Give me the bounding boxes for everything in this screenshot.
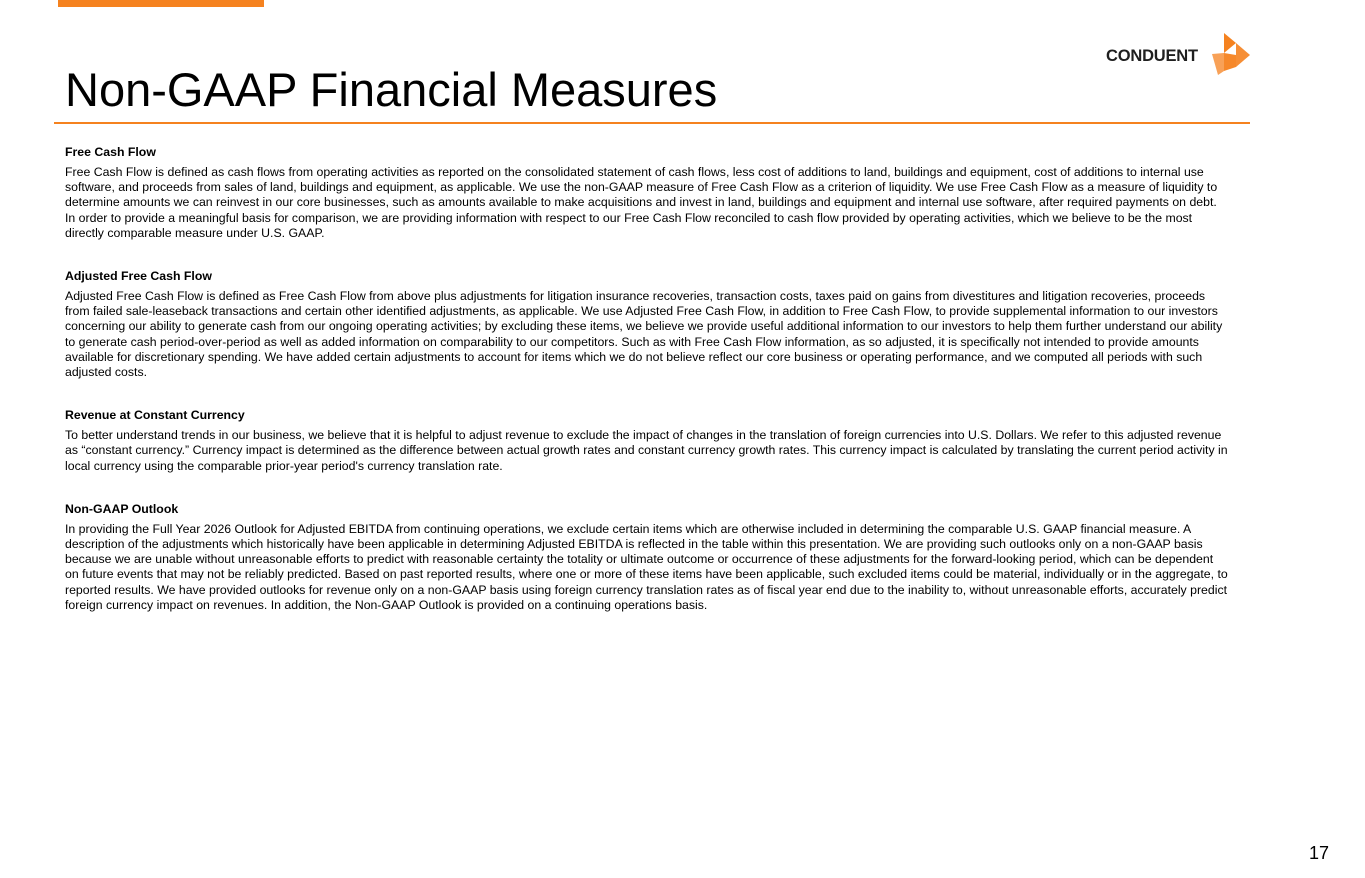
section-heading: Adjusted Free Cash Flow: [65, 269, 212, 284]
section-heading: Free Cash Flow: [65, 145, 156, 159]
section-adjusted-free-cash-flow: [65, 268, 1230, 380]
section-revenue-constant-currency: [65, 407, 1230, 474]
section-paragraph: Adjusted Free Cash Flow is defined as Free Cash Flow from above plus adjustments for litigation insurance recoveries, transaction costs, taxes paid on gains from divestitures and litigation recoveries, proceeds from failed sale-leaseback transactions and certain other identified adjustments, as applicable. We use Adjusted Free Cash Flow, in addition to Free Cash Flow, to provide supplemental information to our investors concerning our ability to generate cash from our ongoing operating activities; by excluding these items, we believe we provide useful additional information to our investors to help them further understand our ability to generate cash period-over-period as well as added information on comparability to our competitors. Such as with Free Cash Flow information, as so adjusted, it is specifically not intended to provide amounts available for discretionary spending. We have added certain adjustments to account for items which we do not believe reflect our core business or operating performance, and we computed all periods with such adjusted costs.: [65, 289, 1223, 380]
section-non-gaap-outlook: [65, 501, 1230, 613]
section-free-cash-flow: [65, 144, 1230, 241]
conduent-logo-mark-icon: [1210, 33, 1250, 75]
page-title: Non-GAAP Financial Measures: [65, 63, 718, 116]
section-heading: Non-GAAP Outlook: [65, 501, 179, 516]
conduent-logo: [1104, 33, 1254, 77]
title-divider: [54, 122, 1250, 124]
section-paragraph: To better understand trends in our business, we believe that it is helpful to adjust revenue to exclude the impact of changes in the translation of foreign currencies into U.S. Dollars. We refer to this adjusted revenue as “constant currency.” Currency impact is determined as the difference between actual growth rates and constant currency growth rates. This currency impact is calculated by translating the current period activity in local currency using the comparable prior-year period's currency translation rate.: [65, 428, 1228, 473]
section-heading: Revenue at Constant Currency: [65, 408, 245, 423]
page-number: 17: [1308, 843, 1329, 863]
logo-wordmark: CONDUENT: [1106, 47, 1198, 65]
top-accent-bar: [58, 0, 264, 7]
section-paragraph: In providing the Full Year 2026 Outlook for Adjusted EBITDA from continuing operations, we exclude certain items which are otherwise included in determining the comparable U.S. GAAP financial measure. A description of the adjustments which historically have been applicable in determining Adjusted EBITDA is reflected in the table within this presentation. We are providing such outlooks only on a non-GAAP basis because we are unable without unreasonable efforts to predict with reasonable certainty the totality or ultimate outcome or occurrence of these adjustments for the forward-looking period, which can be dependent on future events that may not be reliably predicted. Based on past reported results, where one or more of these items have been applicable, such excluded items could be material, individually or in the aggregate, to reported results. We have provided outlooks for revenue only on a non-GAAP basis using foreign currency translation rates as of fiscal year end due to the inability to, without unreasonable efforts, accurately predict foreign currency impact on revenues. In addition, the Non-GAAP Outlook is provided on a continuing operations basis.: [65, 521, 1228, 612]
content-body: [65, 144, 1230, 640]
section-paragraph: Free Cash Flow is defined as cash flows from operating activities as reported on the consolidated statement of cash flows, less cost of additions to land, buildings and equipment, cost of additions to internal use software, and proceeds from sales of land, buildings and equipment, as applicable. We use the non-GAAP measure of Free Cash Flow as a criterion of liquidity. We use Free Cash Flow as a measure of liquidity to determine amounts we can reinvest in our core businesses, such as amounts available to make acquisitions and invest in land, buildings and equipment and internal use software, after required payments on debt. In order to provide a meaningful basis for comparison, we are providing information with respect to our Free Cash Flow reconciled to cash flow provided by operating activities, which we believe to be the most directly comparable measure under U.S. GAAP.: [65, 165, 1218, 240]
